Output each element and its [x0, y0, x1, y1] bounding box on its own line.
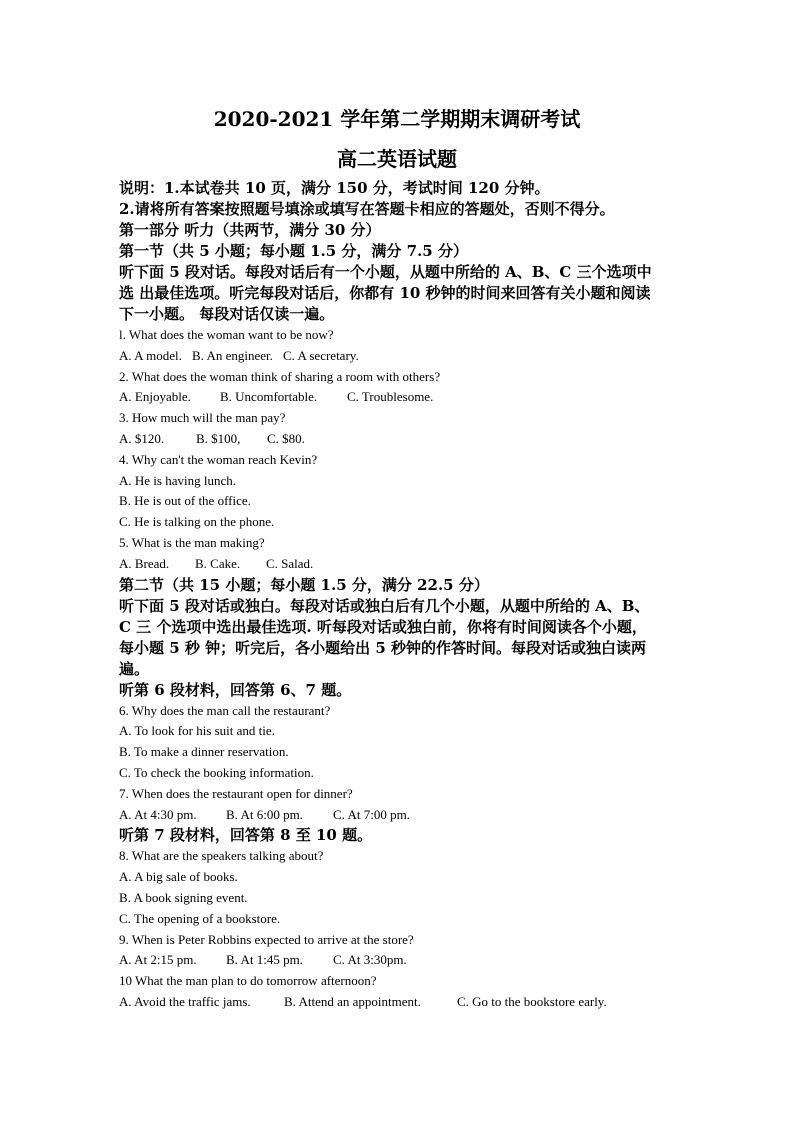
question-5-stem: 5. What is the man making? — [119, 534, 265, 550]
question-6-stem: 6. Why does the man call the restaurant? — [119, 702, 331, 718]
option-b[interactable]: B. A book signing event. — [119, 889, 248, 905]
question-4-stem: 4. Why can't the woman reach Kevin? — [119, 451, 318, 467]
section1-heading: 第一节（共 5 小题；每小题 1.5 分，满分 7.5 分） — [119, 242, 468, 260]
option-c[interactable]: C. At 3:30pm. — [333, 952, 407, 968]
question-5-options — [119, 554, 679, 575]
question-8-stem: 8. What are the speakers talking about? — [119, 848, 324, 864]
option-c[interactable]: C. Troublesome. — [347, 389, 434, 405]
section1-directions: 听下面 5 段对话。每段对话后有一个小题，从题中所给的 A、B、C 三个选项中 — [119, 263, 652, 281]
option-c[interactable]: C. Go to the bookstore early. — [457, 993, 607, 1009]
option-c[interactable]: C. At 7:00 pm. — [333, 806, 410, 822]
option-a[interactable]: A. A model. — [119, 347, 182, 363]
option-a[interactable]: A. Avoid the traffic jams. — [119, 993, 251, 1009]
question-9-stem: 9. When is Peter Robbins expected to arrive at the store? — [119, 931, 414, 947]
section2-directions: 每小题 5 秒 钟；听完后，各小题给出 5 秒钟的作答时间。每段对话或独白读两 — [119, 638, 646, 657]
option-c[interactable]: C. A secretary. — [283, 347, 359, 363]
option-b[interactable]: B. An engineer. — [192, 347, 273, 363]
question-2-stem: 2. What does the woman think of sharing a room with others? — [119, 368, 441, 384]
option-c[interactable]: C. He is talking on the phone. — [119, 514, 275, 530]
option-a[interactable]: A. He is having lunch. — [119, 472, 236, 488]
option-c[interactable]: C. Salad. — [266, 555, 314, 571]
material-6-heading: 听第 6 段材料，回答第 6、7 题。 — [119, 680, 352, 699]
option-b[interactable]: B. He is out of the office. — [119, 493, 251, 509]
section1-directions: 下一小题。 每段对话仅读一遍。 — [119, 305, 335, 323]
option-c[interactable]: C. $80. — [267, 430, 305, 446]
material-7-heading: 听第 7 段材料，回答第 8 至 10 题。 — [119, 826, 373, 845]
question-1-options — [119, 346, 679, 367]
option-b[interactable]: B. Uncomfortable. — [220, 389, 318, 405]
option-c[interactable]: C. The opening of a bookstore. — [119, 910, 281, 926]
part1-heading: 第一部分 听力（共两节，满分 30 分） — [119, 221, 381, 239]
option-a[interactable]: A. Enjoyable. — [119, 389, 191, 405]
option-b[interactable]: B. At 6:00 pm. — [226, 806, 303, 822]
option-a[interactable]: A. Bread. — [119, 555, 170, 571]
instruction-line: 说明：1.本试卷共 10 页，满分 150 分，考试时间 120 分钟。 — [119, 179, 550, 197]
option-a[interactable]: A. To look for his suit and tie. — [119, 723, 275, 739]
exam-body — [119, 178, 679, 1013]
option-c[interactable]: C. To check the booking information. — [119, 764, 314, 780]
option-b[interactable]: B. $100, — [196, 430, 241, 446]
section2-directions: C 三 个选项中选出最佳选项. 听每段对话或独白前，你将有时间阅读各个小题， — [119, 617, 647, 636]
question-3-stem: 3. How much will the man pay? — [119, 410, 286, 426]
option-b[interactable]: B. Attend an appointment. — [284, 993, 421, 1009]
question-3-options — [119, 429, 679, 450]
option-a[interactable]: A. At 2:15 pm. — [119, 952, 197, 968]
option-b[interactable]: B. At 1:45 pm. — [226, 952, 303, 968]
question-7-stem: 7. When does the restaurant open for dinner? — [119, 785, 353, 801]
option-b[interactable]: B. To make a dinner reservation. — [119, 744, 289, 760]
section2-heading: 第二节（共 15 小题；每小题 1.5 分，满分 22.5 分） — [119, 575, 489, 594]
question-10-stem: 10 What the man plan to do tomorrow afternoon? — [119, 973, 377, 989]
question-7-options — [119, 805, 679, 826]
question-2-options — [119, 387, 679, 408]
exam-subtitle: 高二英语试题 — [337, 147, 457, 171]
section1-directions: 选 出最佳选项。听完每段对话后，你都有 10 秒钟的时间来回答有关小题和阅读 — [119, 284, 651, 302]
question-9-options — [119, 950, 679, 971]
exam-title: 2020-2021 学年第二学期期末调研考试 — [213, 107, 581, 131]
option-b[interactable]: B. Cake. — [195, 555, 241, 571]
option-a[interactable]: A. At 4:30 pm. — [119, 806, 197, 822]
question-10-options — [119, 992, 679, 1013]
section2-directions: 听下面 5 段对话或独白。每段对话或独白后有几个小题，从题中所给的 A、B、 — [119, 596, 650, 615]
option-a[interactable]: A. $120. — [119, 430, 165, 446]
question-1-stem: l. What does the woman want to be now? — [119, 327, 334, 342]
instruction-line: 2.请将所有答案按照题号填涂或填写在答题卡相应的答题处，否则不得分。 — [119, 200, 615, 218]
option-a[interactable]: A. A big sale of books. — [119, 869, 238, 885]
section2-directions: 遍。 — [119, 659, 150, 678]
